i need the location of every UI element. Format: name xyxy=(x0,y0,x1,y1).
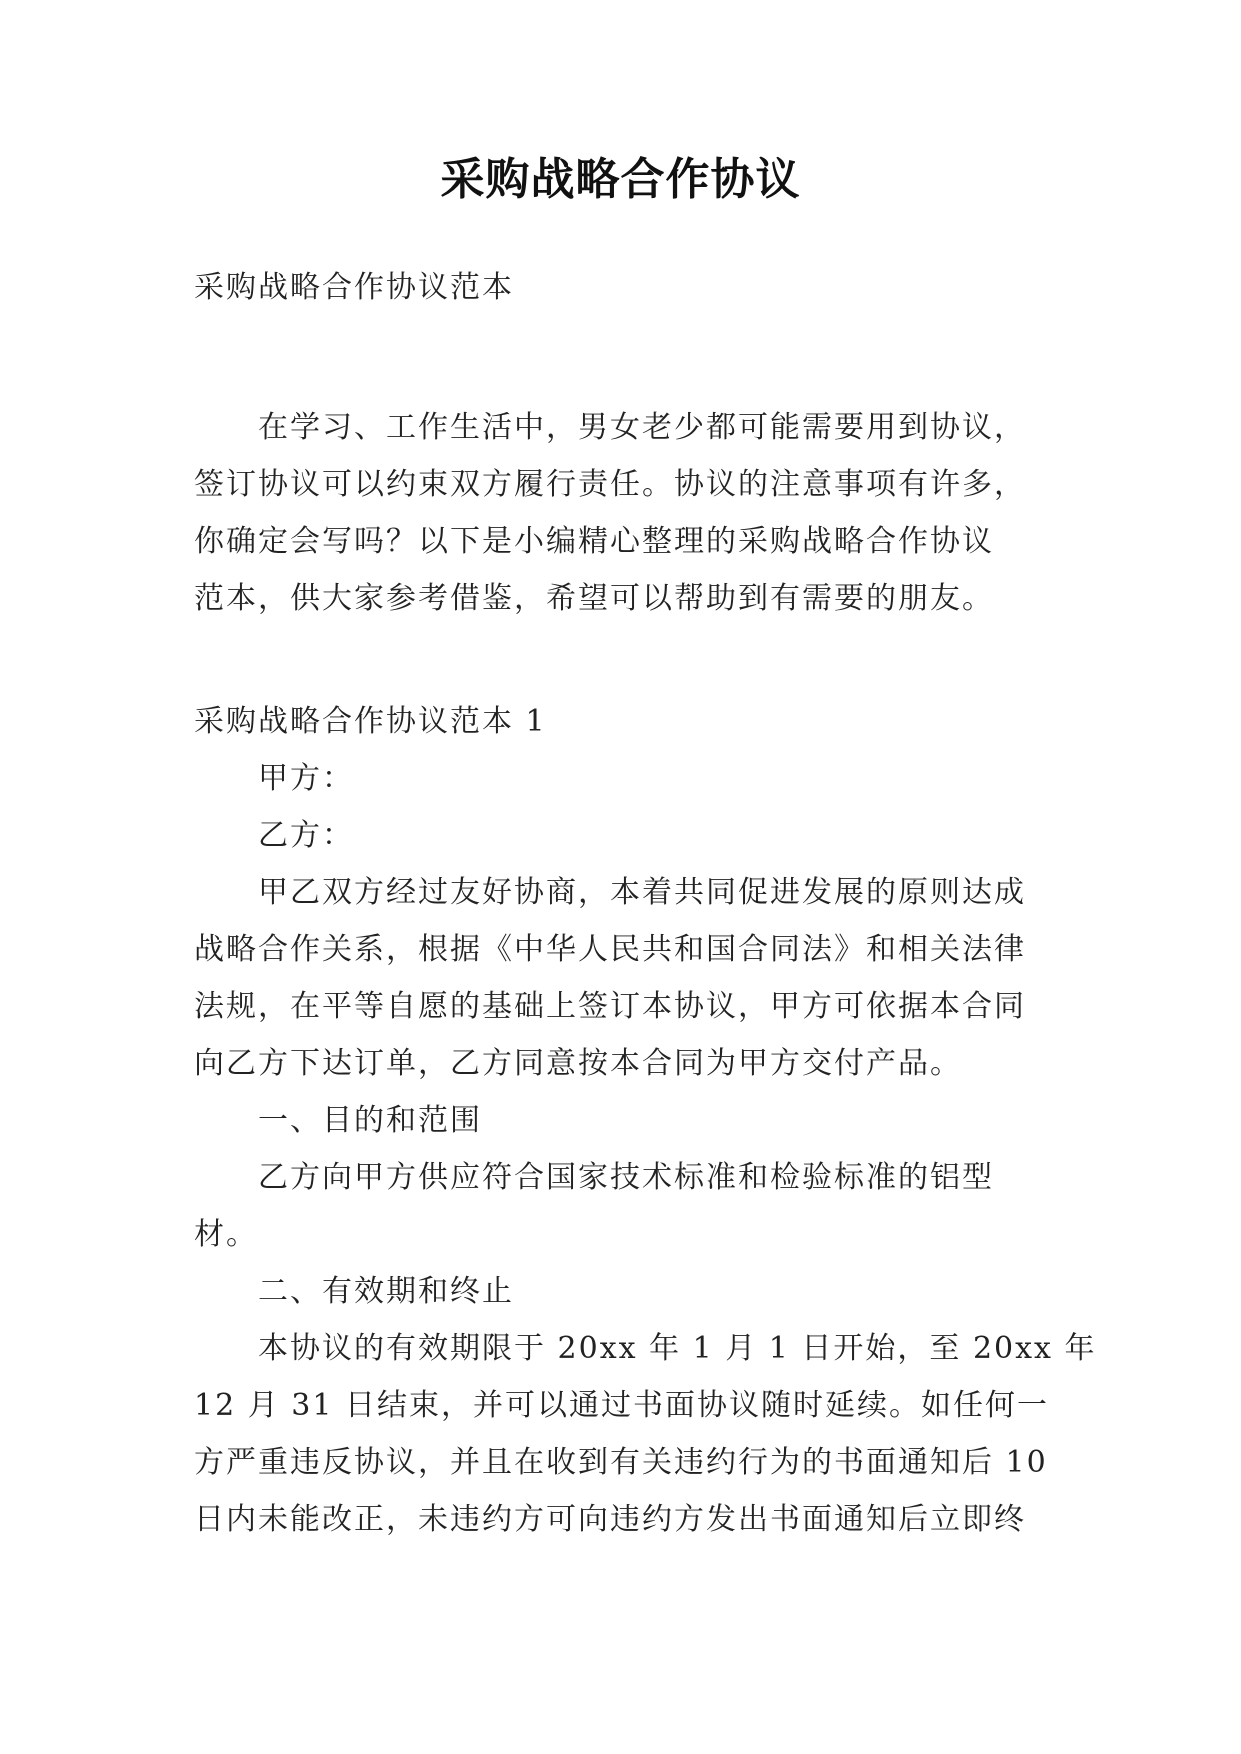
clause-2-line-4: 日内未能改正，未违约方可向违约方发出书面通知后立即终 xyxy=(194,1502,1026,1537)
preamble-line-1: 甲乙双方经过友好协商，本着共同促进发展的原则达成 xyxy=(258,875,1026,910)
party-b-label: 乙方： xyxy=(258,818,354,853)
preamble-line-4: 向乙方下达订单，乙方同意按本合同为甲方交付产品。 xyxy=(194,1046,962,1081)
preamble-line-3: 法规，在平等自愿的基础上签订本协议，甲方可依据本合同 xyxy=(194,989,1026,1024)
clause-1-line-1: 乙方向甲方供应符合国家技术标准和检验标准的铝型 xyxy=(258,1160,994,1195)
intro-line-4: 范本，供大家参考借鉴，希望可以帮助到有需要的朋友。 xyxy=(194,581,994,616)
party-a-label: 甲方： xyxy=(258,761,354,796)
document-title: 采购战略合作协议 xyxy=(440,154,801,205)
preamble-line-2: 战略合作关系，根据《中华人民共和国合同法》和相关法律 xyxy=(194,932,1026,967)
clause-2-heading: 二、有效期和终止 xyxy=(258,1274,514,1309)
intro-line-3: 你确定会写吗？以下是小编精心整理的采购战略合作协议 xyxy=(194,524,994,559)
intro-line-1: 在学习、工作生活中，男女老少都可能需要用到协议， xyxy=(258,410,1026,445)
intro-line-2: 签订协议可以约束双方履行责任。协议的注意事项有许多， xyxy=(194,467,1026,502)
section-heading: 采购战略合作协议范本 1 xyxy=(194,704,547,739)
document-subtitle: 采购战略合作协议范本 xyxy=(194,270,514,305)
clause-1-line-2: 材。 xyxy=(194,1217,258,1252)
clause-2-line-2: 12 月 31 日结束，并可以通过书面协议随时延续。如任何一 xyxy=(194,1388,1049,1423)
clause-2-line-1: 本协议的有效期限于 20xx 年 1 月 1 日开始，至 20xx 年 xyxy=(258,1331,1097,1366)
clause-1-heading: 一、目的和范围 xyxy=(258,1103,482,1138)
clause-2-line-3: 方严重违反协议，并且在收到有关违约行为的书面通知后 10 xyxy=(194,1445,1048,1480)
